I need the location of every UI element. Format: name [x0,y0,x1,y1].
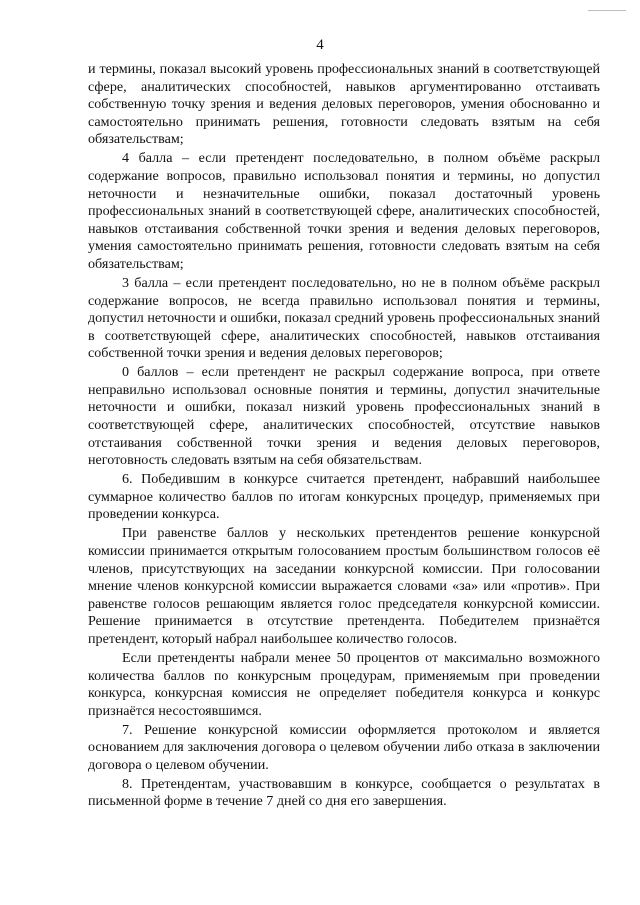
scan-corner-mark [588,10,626,11]
paragraph-criteria-0-points: 0 баллов – если претендент не раскрыл содержание вопроса, при ответе неправильно использовал основные понятия и термины, допустил значительные неточности и ошибки, показал низкий уровень профессиональных знаний в соответствующей сфере, аналитических способностей, отсутствие навыков отстаивания собственной точки зрения и ведения деловых переговоров, неготовность следовать взятым на себя обязательствам. [88,364,600,469]
page-number: 4 [316,37,324,53]
document-body [88,61,600,812]
paragraph-criteria-4-points: 4 балла – если претендент последовательно, в полном объёме раскрыл содержание вопросов, правильно использовал понятия и термины, но допустил неточности и незначительные ошибки, показал достаточный уровень профессиональных знаний в соответствующей сфере, аналитических способностей, навыков отстаивания собственной точки зрения и ведения деловых переговоров, умения самостоятельно принимать решения, готовности следовать взятым на себя обязательствам; [88,150,600,272]
paragraph-tie-vote: При равенстве баллов у нескольких претендентов решение конкурсной комиссии принимается открытым голосованием простым большинством голосов её членов, присутствующих на заседании конкурсной комиссии. При голосовании мнение членов конкурсной комиссии выражается словами «за» или «против». При равенстве голосов решающим является голос председателя конкурсной комиссии. Решение принимается в отсутствие претендента. Победителем признаётся претендент, который набрал наибольшее количество голосов. [88,525,600,647]
paragraph-failed-contest: Если претенденты набрали менее 50 процентов от максимально возможного количества баллов по конкурсным процедурам, применяемым при проведении конкурса, конкурсная комиссия не определяет победителя конкурса и конкурс признаётся несостоявшимся. [88,649,600,719]
paragraph-section-7-decision: 7. Решение конкурсной комиссии оформляется протоколом и является основанием для заключения договора о целевом обучении либо отказа в заключении договора о целевом обучении. [88,721,600,773]
paragraph-criteria-3-points: 3 балла – если претендент последовательно, но не в полном объёме раскрыл содержание вопросов, не всегда правильно использовал понятия и термины, допустил неточности и ошибки, показал средний уровень профессиональных знаний в соответствующей сфере, аналитических способностей, навыков отстаивания собственной точки зрения и ведения деловых переговоров; [88,274,600,362]
paragraph-criteria-5-points-continued: и термины, показал высокий уровень профессиональных знаний в соответствующей сфере, аналитических способностей, навыков аргументированно отстаивать собственную точку зрения и ведения деловых переговоров, умения обоснованно и самостоятельно принимать решения, готовности следовать взятым на себя обязательствам; [88,61,600,148]
paragraph-section-6-winner: 6. Победившим в конкурсе считается претендент, набравший наибольшее суммарное количество баллов по итогам конкурсных процедур, применяемых при проведении конкурса. [88,471,600,523]
paragraph-section-8-notification: 8. Претендентам, участвовавшим в конкурсе, сообщается о результатах в письменной форме в течение 7 дней со дня его завершения. [88,775,600,810]
